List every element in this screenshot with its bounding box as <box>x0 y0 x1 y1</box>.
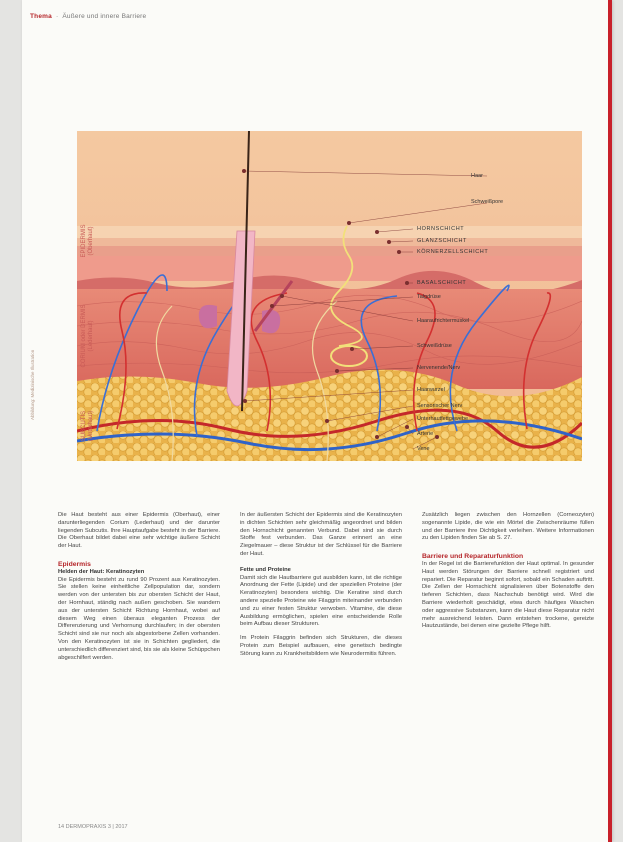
running-header: Thema · Äußere und innere Barriere <box>30 13 147 20</box>
skin-cross-section-illustration <box>77 131 582 461</box>
skin-illustration-svg <box>77 131 582 461</box>
callout-subcutaneous-fat: Unterhautfettgewebe <box>417 416 469 422</box>
epidermis-gloss: (Oberhaut) <box>88 226 94 256</box>
page-footer: 14 DERMOPRAXIS 3 | 2017 <box>58 824 128 830</box>
col1-body: Die Epidermis besteht zu rund 90 Prozent aus Keratinozyten. Sie stellen keine einheitliche Zellpopulation dar, sondern werden von der untersten bis zur obersten Schicht der Haut, der Hornhaut, ständig nach außen geschoben. Sie wandern aus der untersten Schicht Richtung Hornhaut, wobei auf diesem Weg einen überaus eleganten Prozess der Differenzierung und Verhornung durchlaufen; in der obersten Schicht sind sie nur noch als abgestorbene Zellen vorhanden. Von den Keratinozyten ist sie in Schichten gegliedert, die unterschiedlich differenziert sind, bis sie als kleine Schüppchen abgeschilfert werden. <box>58 576 220 661</box>
callout-arrector-muscle: Haaraufrichtermuskel <box>417 318 470 324</box>
col2-body1: Damit sich die Hautbarriere gut ausbilden kann, ist die richtige Anordnung der Fette (Lipide) und der speziellen Proteine (der Keratinozyten) besonders wichtig. Die Keratine sind durch andere spezielle Proteine wie Filaggrin miteinander verbunden und zu einer festen Struktur verwoben. Vitamine, die diese Ausbildung ermöglichen, spielen eine entscheidende Rolle beim Aufbau dieser Strukturen. <box>240 574 402 628</box>
col3-body: In der Regel ist die Barrierefunktion der Haut optimal. In gesunder Haut werden Störungen der Barriere schnell registriert und repariert. Die Reparatur beginnt sofort, sobald ein Schaden auftritt. Die Zellen der Hornschicht signalisieren über Botenstoffe den tieferen Schichten, dass Nachschub benötigt wird. Wird die Barriere wiederholt geschädigt, etwa durch häufiges Waschen oder aggressive Substanzen, kann die Haut diese Reparatur nicht mehr ausreichend leisten. Dann entstehen trockene, gereizte Hautzustände, bei denen eine gezielte Pflege hilft. <box>422 560 594 630</box>
horn-layer <box>77 226 582 238</box>
callout-sweat-gland: Schweißdrüse <box>417 343 452 349</box>
column-1 <box>58 512 220 668</box>
column-2 <box>240 512 402 665</box>
col1-intro: Die Haut besteht aus einer Epidermis (Oberhaut), einer darunterliegenden Corium (Lederhaut) und der darunter liegenden Subcutis. Ihre Hauptaufgabe besteht in der Barriere. Die Oberhaut bildet dabei eine sehr wichtige äußere Schicht der Haut. <box>58 512 220 550</box>
subheading-fats-proteins: Fette und Proteine <box>240 566 291 573</box>
label-subcutis <box>81 396 95 456</box>
callout-hair: Haar <box>471 173 483 179</box>
spiny-layer <box>77 256 582 281</box>
callout-sweat-pore: Schweißpore <box>471 199 504 205</box>
col2-body2: Im Protein Filaggrin befinden sich Strukturen, die dieses Protein zum Beispiel aufbauen, eine genetisch bedingte Störung kann zu Krankheitsbildern wie Neurodermitis führen. <box>240 635 402 657</box>
col3-intro: Zusätzlich liegen zwischen den Hornzellen (Corneozyten) sogenannte Lipide, die wie ein Mörtel die Zwischenräume füllen und der Barriere ihre Dichtigkeit verleihen. Weitere Informationen zu den Lipiden finden Sie ab S. 27. <box>422 512 594 542</box>
section-heading-epidermis: Epidermis <box>58 560 91 568</box>
clear-layer <box>77 238 582 246</box>
callout-artery: Arterie <box>417 431 434 437</box>
column-3 <box>422 512 594 637</box>
callout-sebaceous-gland: Talgdrüse <box>417 294 441 300</box>
sebaceous-gland <box>262 310 280 333</box>
callout-hair-root: Haarwurzel <box>417 387 445 393</box>
dermis-term: CORIUM oder DERMIS <box>81 304 87 368</box>
epidermis-term: EPIDERMIS <box>81 224 87 258</box>
callout-granular-layer: KÖRNERZELLSCHICHT <box>417 249 489 255</box>
dermis-layer <box>77 289 582 389</box>
page-edge-accent <box>608 0 612 842</box>
section-heading-barrier: Barriere und Reparaturfunktion <box>422 553 524 561</box>
label-dermis <box>81 286 95 386</box>
callout-nerve-ending: Nervenende/Nerv <box>417 365 461 371</box>
granular-layer <box>77 246 582 256</box>
header-section: Thema <box>30 13 52 20</box>
callout-sensory-nerve: Sensorischer Nerv <box>417 403 463 409</box>
callout-basal-layer: BASALSCHICHT <box>417 280 467 286</box>
label-epidermis <box>81 206 95 276</box>
callout-horn-layer: HORNSCHICHT <box>417 226 465 232</box>
subcutis-gloss: (Unterhaut) <box>88 410 94 442</box>
subcutis-term: SUBCUTIS <box>81 410 87 442</box>
dermis-gloss: (Lederhaut) <box>88 320 94 352</box>
header-topic: Äußere und innere Barriere <box>62 13 147 20</box>
sebaceous-gland <box>199 305 217 328</box>
callout-vein: Vene <box>417 446 430 452</box>
subheading-keratinocytes: Helden der Haut: Keratinozyten <box>58 568 145 575</box>
col2-intro: In der äußersten Schicht der Epidermis sind die Keratinozyten in dichten Schichten sehr gleichmäßig angeordnet und bilden den Hornschicht genannten Verbund. Dabei sind sie durch Stoffe fest verbunden. Das Ganze erinnert an eine Ziegelmauer – diese Struktur ist der Schlüssel für die Barriere der Haut. <box>240 512 402 557</box>
illustration-credit: Abbildung: Medizinische Illustration <box>30 349 35 420</box>
callout-clear-layer: GLANZSCHICHT <box>417 238 467 244</box>
magazine-page <box>22 0 612 842</box>
